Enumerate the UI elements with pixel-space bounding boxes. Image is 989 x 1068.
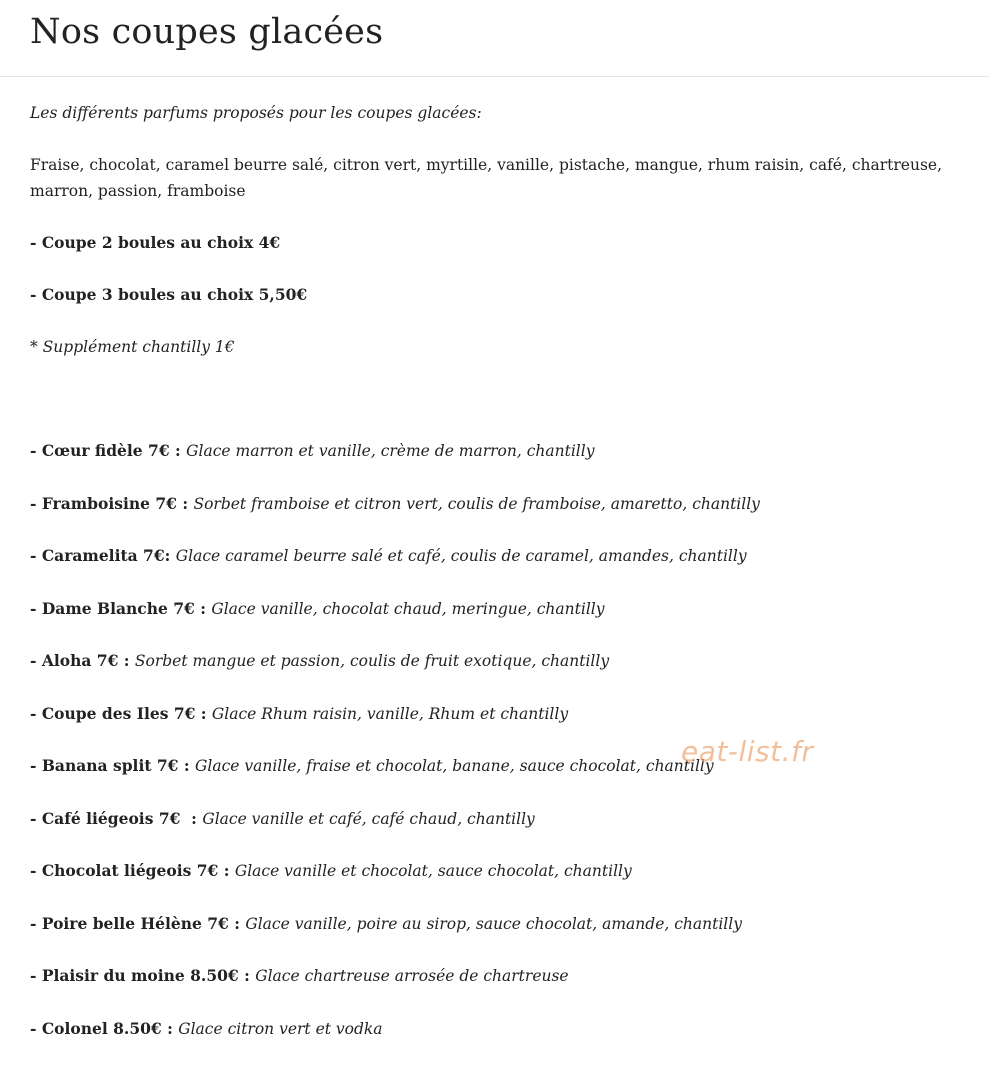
sundae-name: - Dame Blanche 7€ : [30,598,212,618]
sundae-name: - Chocolat liégeois 7€ : [30,861,235,880]
price-three-scoops: - Coupe 3 boules au choix 5,50€ [30,285,308,304]
page-title: Nos coupes glacées [30,12,384,52]
sundae-description: Glace vanille, chocolat chaud, meringue, chantilly [211,599,605,618]
sundae-name: - Poire belle Hélène 7€ : [30,913,246,933]
page-header [0,0,989,77]
flavors-list: Fraise, chocolat, caramel beurre salé, citron vert, myrtille, vanille, pistache, mangue, rhum raisin, café, chartreuse, marron, passion, framboise [30,156,942,200]
sundae-item [30,753,970,779]
sundae-name: - Café liégeois 7€ : [30,808,203,828]
sundae-item [30,543,970,569]
sundae-item [30,858,970,884]
sundae-name: - Aloha 7€ : [30,651,135,670]
sundae-item [30,911,970,937]
sundae-name: - Caramelita 7€: [30,546,176,565]
sundae-name: - Colonel 8.50€ : [30,1018,179,1038]
sundae-item [30,701,970,727]
sundae-item [30,806,970,832]
sundae-name: - Framboisine 7€ : [30,493,194,513]
sundae-name: - Coupe des Iles 7€ : [30,703,212,723]
sundae-item [30,648,970,674]
sundae-description: Glace vanille, fraise et chocolat, banane, sauce chocolat, chantilly [194,757,714,775]
site-watermark: eat-list.fr [681,735,814,768]
sundae-description: Glace vanille et chocolat, sauce chocolat, chantilly [234,862,632,880]
sundae-name: - Banana split 7€ : [30,756,195,775]
price-two-scoops: - Coupe 2 boules au choix 4€ [30,233,281,252]
sundae-description: Glace citron vert et vodka [178,1019,383,1038]
sundae-item [30,438,970,464]
sundae-description: Sorbet mangue et passion, coulis de fruit exotique, chantilly [134,652,610,670]
sundae-description: Glace vanille et café, café chaud, chantilly [202,809,535,828]
sundae-description: Glace chartreuse arrosée de chartreuse [255,967,569,985]
flavors-intro: Les différents parfums proposés pour les coupes glacées: [30,104,482,122]
sundae-description: Glace marron et vanille, crème de marron, chantilly [186,442,595,460]
sundae-item [30,1016,970,1042]
sundae-name: - Plaisir du moine 8.50€ : [30,966,256,985]
sundae-description: Glace Rhum raisin, vanille, Rhum et chantilly [211,704,569,723]
sundae-item [30,963,970,989]
supplement-note: * Supplément chantilly 1€ [30,338,235,356]
sundae-description: Glace vanille, poire au sirop, sauce chocolat, amande, chantilly [245,914,742,933]
sundae-description: Sorbet framboise et citron vert, coulis de framboise, amaretto, chantilly [193,494,760,513]
menu-content [30,100,970,1068]
sundae-name: - Cœur fidèle 7€ : [30,441,187,460]
sundae-item [30,491,970,517]
sundae-description: Glace caramel beurre salé et café, coulis de caramel, amandes, chantilly [175,547,747,565]
sundae-item [30,596,970,622]
